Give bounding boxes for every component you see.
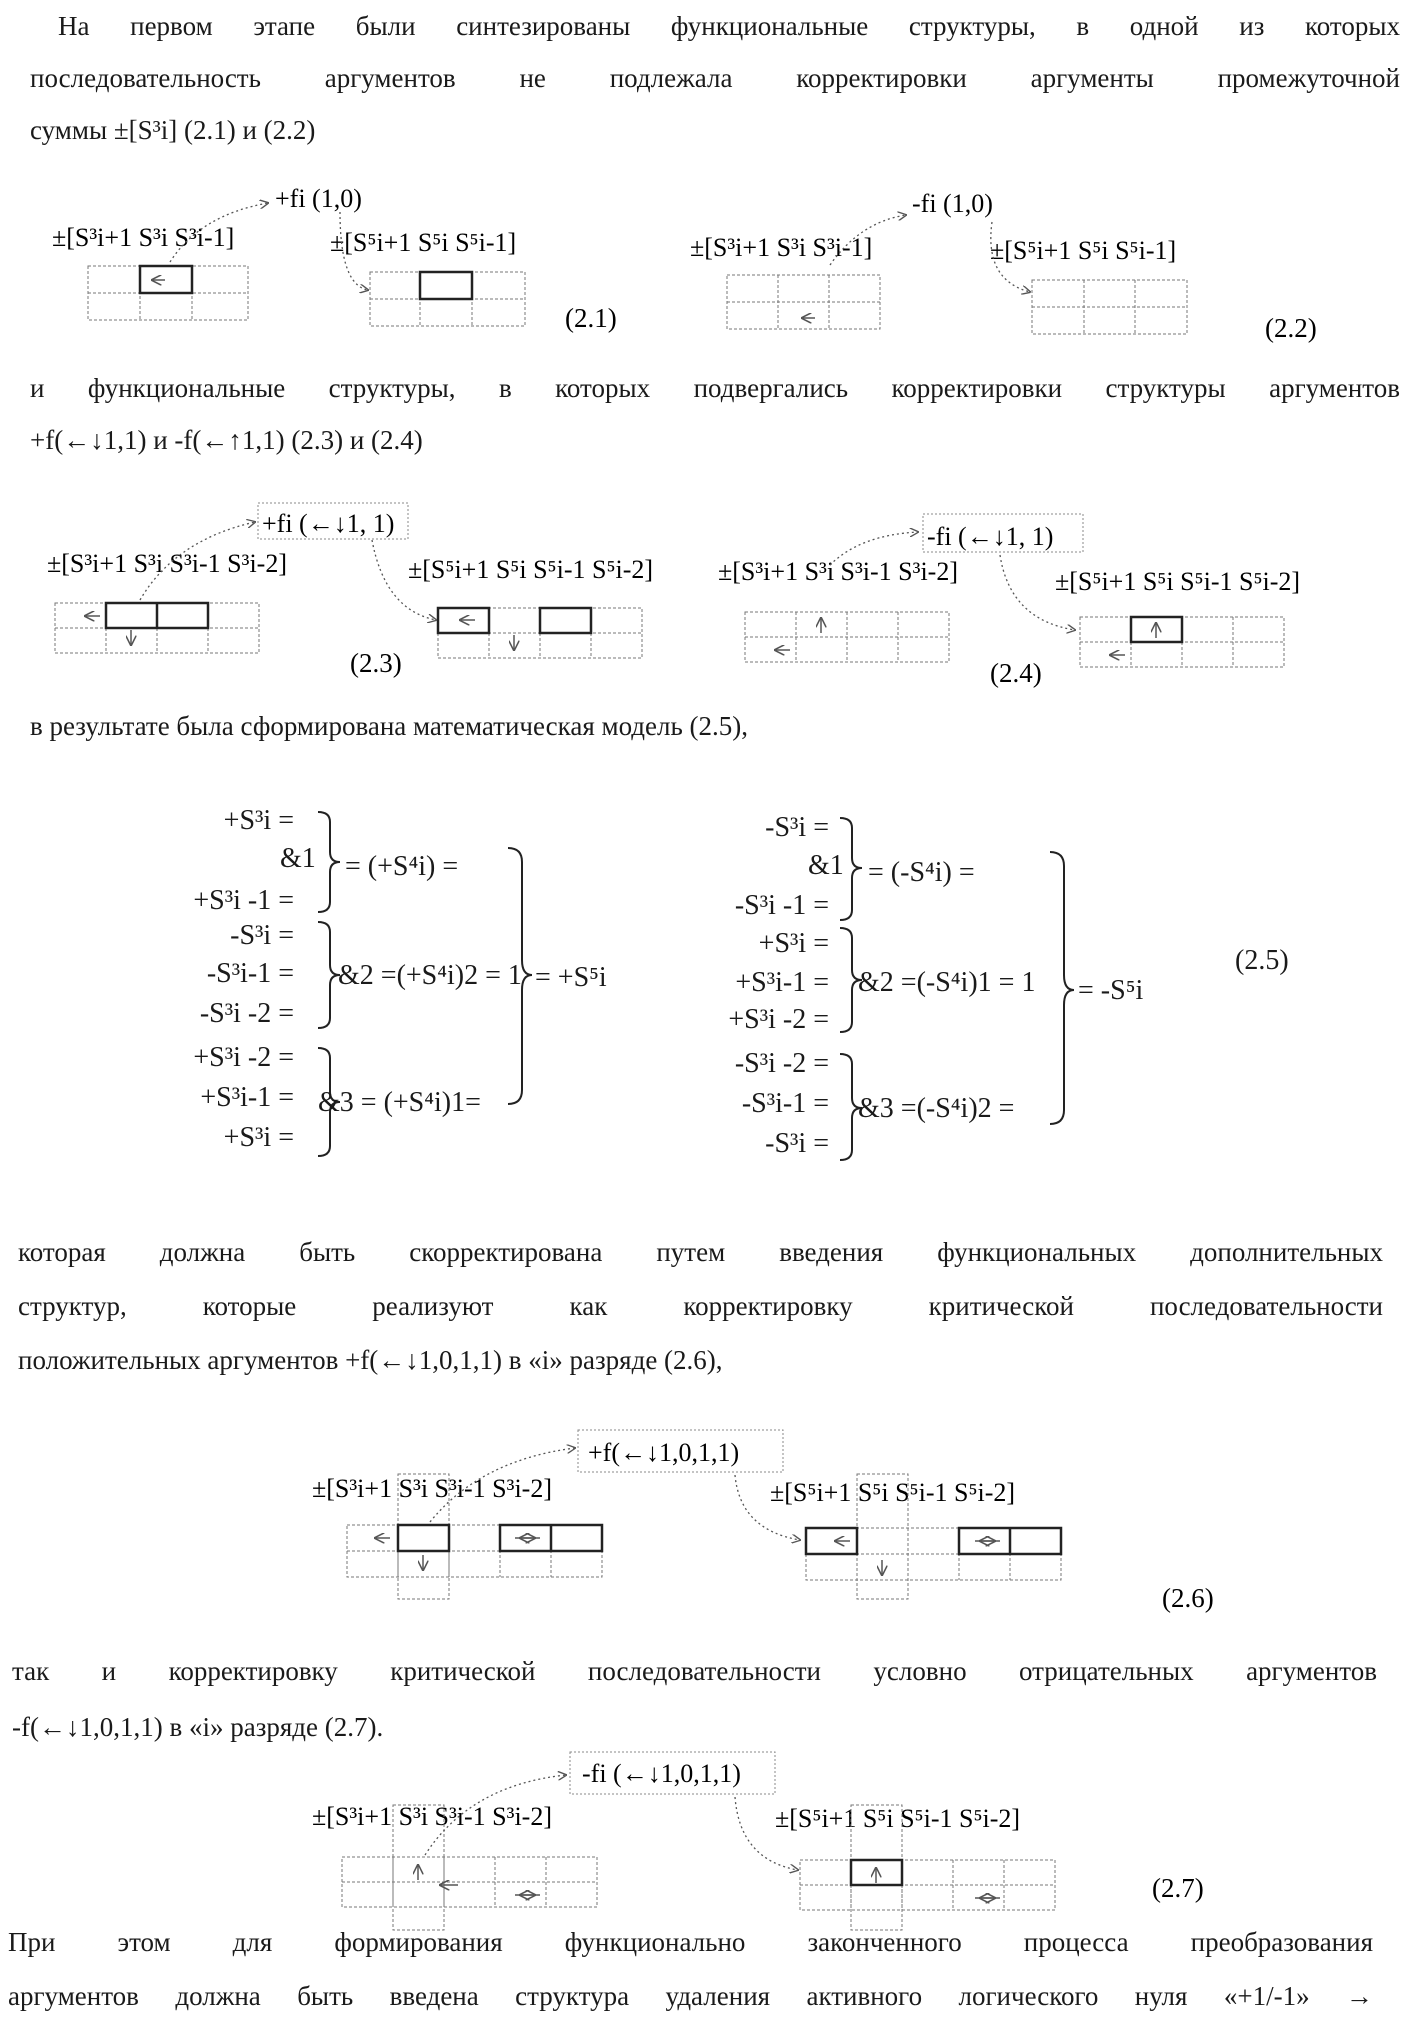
active-cell — [540, 608, 591, 633]
model-and: &2 =(+S⁴i)2 = 1 — [338, 960, 522, 992]
figure-right-args: ±[S⁵i+1 S⁵i S⁵i-1 S⁵i-2] — [775, 1804, 1020, 1833]
model-term: +S³i = — [224, 1122, 294, 1154]
model-and: &2 =(-S⁴i)1 = 1 — [858, 967, 1035, 999]
register-grid — [88, 266, 525, 326]
figure-operator: -fi (←↓1, 1) — [927, 522, 1053, 551]
text-line: последовательность аргументов не подлежала корректировки аргументы промежуточной — [30, 52, 1400, 104]
model-term: +S³i -1 = — [193, 885, 294, 917]
figure-left-args: ±[S³i+1 S³i S³i-1 S³i-2] — [47, 549, 287, 578]
model-term: +S³i -2 = — [728, 1004, 829, 1036]
text-line: суммы ±[S³i] (2.1) и (2.2) — [30, 104, 1400, 156]
register-grid — [55, 603, 642, 658]
equation-number: (2.5) — [1235, 945, 1289, 977]
active-cell — [420, 272, 472, 299]
figure-number: (2.4) — [990, 658, 1042, 688]
figure-operator: +f(←↓1,0,1,1) — [588, 1438, 739, 1467]
figure-right-args: ±[S⁵i+1 S⁵i S⁵i-1 S⁵i-2] — [408, 555, 653, 584]
model-term: -S³i = — [765, 812, 829, 844]
model-term: +S³i-1 = — [735, 967, 829, 999]
figure-left-args: ±[S³i+1 S³i S³i-1 S³i-2] — [312, 1802, 552, 1831]
text-line: На первом этапе были синтезированы функциональные структуры, в одной из которых — [30, 0, 1400, 52]
model-and: &3 = (+S⁴i)1= — [318, 1087, 481, 1119]
model-term: -S³i -1 = — [735, 890, 829, 922]
register-grid — [727, 275, 1187, 334]
paragraph-result — [30, 700, 1400, 752]
active-cell — [140, 266, 192, 293]
figure-2-6 — [312, 1430, 1214, 1613]
text-line: -f(←↓1,0,1,1) в «i» разряде (2.7). — [12, 1699, 1377, 1755]
figure-left-args: ±[S³i+1 S³i S³i-1] — [52, 223, 234, 252]
model-term: +S³i-1 = — [200, 1082, 294, 1114]
model-and: &1 — [280, 843, 316, 875]
model-term: -S³i = — [230, 920, 294, 952]
figure-left-args: ±[S³i+1 S³i S³i-1] — [690, 233, 872, 262]
figure-number: (2.1) — [565, 303, 617, 333]
model-result: = (-S⁴i) = — [868, 857, 975, 889]
text-line: +f(←↓1,1) и -f(←↑1,1) (2.3) и (2.4) — [30, 414, 1400, 466]
figure-number: (2.2) — [1265, 313, 1317, 343]
model-term: +S³i = — [759, 928, 829, 960]
model-term: +S³i -2 = — [193, 1042, 294, 1074]
figure-operator: +fi (←↓1, 1) — [262, 509, 394, 538]
figure-number: (2.3) — [350, 648, 402, 678]
text-line: структур, которые реализуют как корректировку критической последовательности — [18, 1279, 1383, 1333]
figure-left-args: ±[S³i+1 S³i S³i-1 S³i-2] — [718, 557, 958, 586]
model-total: = +S⁵i — [535, 962, 607, 994]
text-line: аргументов должна быть введена структура удаления активного логического нуля «+1/-1» → — [8, 1969, 1373, 2023]
figure-2-4 — [718, 514, 1300, 688]
figure-right-args: ±[S⁵i+1 S⁵i S⁵i-1 S⁵i-2] — [1055, 567, 1300, 596]
text-line: и функциональные структуры, в которых подвергались корректировки структуры аргументов — [30, 362, 1400, 414]
model-and: &3 =(-S⁴i)2 = — [858, 1093, 1014, 1125]
model-result: = (+S⁴i) = — [345, 851, 458, 883]
figure-2-2 — [690, 189, 1317, 343]
figure-2-7 — [312, 1752, 1204, 1930]
figure-right-args: ±[S⁵i+1 S⁵i S⁵i-1] — [990, 236, 1176, 265]
model-term: -S³i -2 = — [735, 1048, 829, 1080]
figure-number: (2.6) — [1162, 1583, 1214, 1613]
figure-2-1 — [52, 184, 617, 333]
figure-right-args: ±[S⁵i+1 S⁵i S⁵i-1 S⁵i-2] — [770, 1478, 1015, 1507]
figure-2-3 — [47, 503, 653, 678]
model-total: = -S⁵i — [1078, 975, 1143, 1007]
text-line: в результате была сформирована математическая модель (2.5), — [30, 700, 1400, 752]
paragraph-correction-positive — [18, 1225, 1383, 1387]
model-term: +S³i = — [224, 805, 294, 837]
figure-operator: -fi (←↓1,0,1,1) — [582, 1759, 741, 1788]
text-line: так и корректировку критической последовательности условно отрицательных аргументов — [12, 1643, 1377, 1699]
text-line: положительных аргументов +f(←↓1,0,1,1) в «i» разряде (2.6), — [18, 1333, 1383, 1387]
figure-right-args: ±[S⁵i+1 S⁵i S⁵i-1] — [330, 228, 516, 257]
model-term: -S³i -2 = — [200, 998, 294, 1030]
paragraph-correction-negative — [12, 1643, 1377, 1755]
active-cell — [398, 1525, 449, 1551]
figure-number: (2.7) — [1152, 1873, 1204, 1903]
model-term: -S³i = — [765, 1128, 829, 1160]
figure-left-args: ±[S³i+1 S³i S³i-1 S³i-2] — [312, 1474, 552, 1503]
paragraph-corrections — [30, 362, 1400, 466]
model-term: -S³i-1 = — [207, 958, 294, 990]
text-line: которая должна быть скорректирована путем введения функциональных дополнительных — [18, 1225, 1383, 1279]
figure-operator: -fi (1,0) — [912, 189, 993, 218]
model-term: -S³i-1 = — [742, 1088, 829, 1120]
model-and: &1 — [808, 850, 844, 882]
text-line: При этом для формирования функционально законченного процесса преобразования — [8, 1915, 1373, 1969]
paragraph-final — [8, 1915, 1373, 2023]
figure-operator: +fi (1,0) — [275, 184, 362, 213]
